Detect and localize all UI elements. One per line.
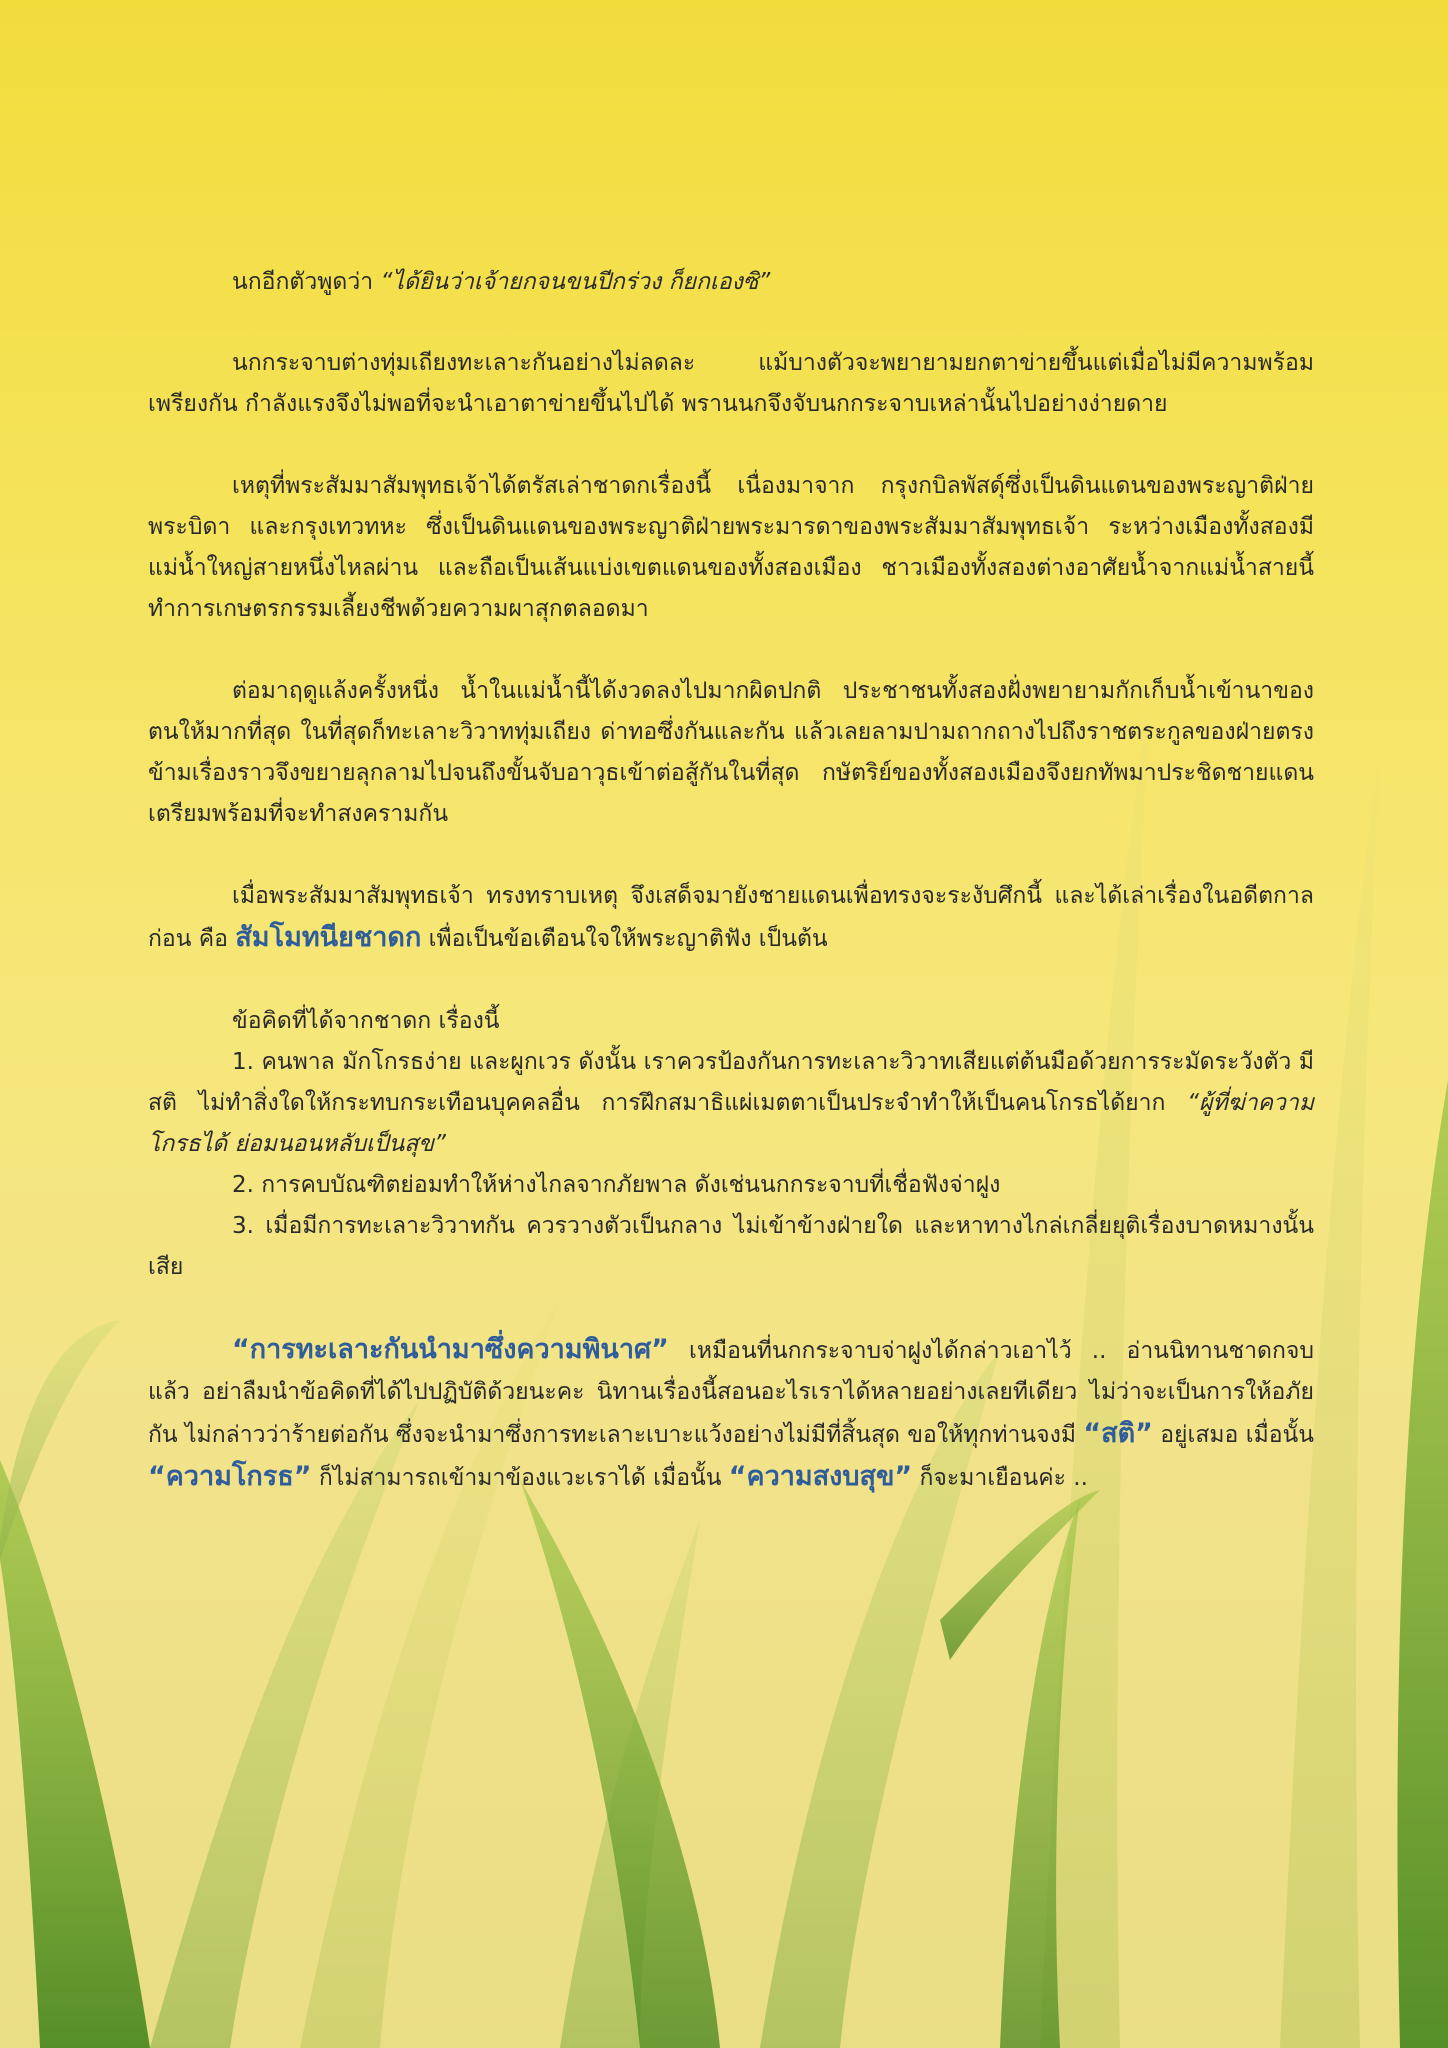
paragraph-bird-quote bbox=[148, 262, 1314, 303]
paragraph-drought: ต่อมาฤดูแล้งครั้งหนึ่ง น้ำในแม่น้ำนี้ได้งวดลงไปมากผิดปกติ ประชาชนทั้งสองฝั่งพยายามกักเก็บน้ำเข้านาของตนให้มากที่สุด ในที่สุดก็ทะเลาะวิวาททุ่มเถียง ด่าทอซึ่งกันและกัน แล้วเลยลามปามถากถางไปถึงราชตระกูลของฝ่ายตรงข้ามเรื่องราวจึงขยายลุกลามไปจนถึงขั้นจับอาวุธเข้าต่อสู้กันในที่สุด กษัตริย์ของทั้งสองเมืองจึงยกทัพมาประชิดชายแดน เตรียมพร้อมที่จะทำสงครามกัน bbox=[148, 678, 1314, 827]
closing-text-4: ก็จะมาเยือนค่ะ .. bbox=[912, 1465, 1088, 1491]
closing-text-3: ก็ไม่สามารถเข้ามาข้องแวะเราได้ เมื่อนั้น bbox=[311, 1465, 729, 1491]
paragraph-cause: เหตุที่พระสัมมาสัมพุทธเจ้าได้ตรัสเล่าชาดกเรื่องนี้ เนื่องมาจาก กรุงกบิลพัสดุ์ซึ่งเป็นดินแดนของพระญาติฝ่ายพระบิดา และกรุงเทวทหะ ซึ่งเป็นดินแดนของพระญาติฝ่ายพระมารดาของพระสัมมาสัมพุทธเจ้า ระหว่างเมืองทั้งสองมีแม่น้ำใหญ่สายหนึ่งไหลผ่าน และถือเป็นเส้นแบ่งเขตแดนของทั้งสองเมือง ชาวเมืองทั้งสองต่างอาศัยน้ำจากแม่น้ำสายนี้ ทำการเกษตรกรรมเลี้ยงชีพด้วยความผาสุกตลอดมา bbox=[148, 473, 1314, 622]
closing-paragraph bbox=[148, 1329, 1314, 1499]
closing-highlight-1: “การทะเลาะกันนำมาซึ่งความพินาศ” bbox=[232, 1334, 669, 1365]
lesson-1-text: 1. คนพาล มักโกรธง่าย และผูกเวร ดังนั้น เราควรป้องกันการทะเลาะวิวาทเสียแต่ต้นมือด้วยการระมัดระวังตัว มีสติ ไม่ทำสิ่งใดให้กระทบกระเทือนบุคคลอื่น การฝึกสมาธิแผ่เมตตาเป็นประจำทำให้เป็นคนโกรธได้ยาก bbox=[148, 1049, 1314, 1116]
lesson-item-3: 3. เมื่อมีการทะเลาะวิวาทกัน ควรวางตัวเป็นกลาง ไม่เข้าข้างฝ่ายใด และหาทางไกล่เกลี่ยยุติเรื่องบาดหมางนั้นเสีย bbox=[148, 1213, 1314, 1280]
paragraph-birds-quarrel: นกกระจาบต่างทุ่มเถียงทะเลาะกันอย่างไม่ลดละ แม้บางตัวจะพยายามยกตาข่ายขึ้นแต่เมื่อไม่มีความพร้อมเพรียงกัน กำลังแรงจึงไม่พอที่จะนำเอาตาข่ายขึ้นไปได้ พรานนกจึงจับนกกระจาบเหล่านั้นไปอย่างง่ายดาย bbox=[148, 350, 1314, 417]
lessons-heading: ข้อคิดที่ได้จากชาดก เรื่องนี้ bbox=[232, 1008, 500, 1034]
lesson-item-2: 2. การคบบัณฑิตย่อมทำให้ห่างไกลจากภัยพาล ดังเช่นนกกระจาบที่เชื่อฟังจ่าฝูง bbox=[232, 1172, 1001, 1198]
closing-highlight-anger: “ความโกรธ” bbox=[148, 1461, 312, 1492]
closing-text-2: อยู่เสมอ เมื่อนั้น bbox=[1152, 1422, 1314, 1448]
lesson-1-quote: “ผู้ที่ฆ่าความโกรธได้ ย่อมนอนหลับเป็นสุข” bbox=[148, 1090, 1314, 1157]
bird-quote: “ได้ยินว่าเจ้ายกจนขนปีกร่วง ก็ยกเองซิ” bbox=[380, 269, 771, 295]
jataka-title: สัมโมทนียชาดก bbox=[235, 922, 422, 953]
closing-highlight-sati: “สติ” bbox=[1083, 1418, 1153, 1449]
closing-text-1: เหมือนที่นกกระจาบจ่าฝูงได้กล่าวเอาไว้ .. อ่านนิทานชาดกจบแล้ว อย่าลืมนำข้อคิดที่ได้ไปปฏิบัติด้วยนะคะ นิทานเรื่องนี้สอนอะไรเราได้หลายอย่างเลยทีเดียว ไม่ว่าจะเป็นการให้อภัยกัน ไม่กล่าวว่าร้ายต่อกัน ซึ่งจะนำมาซึ่งการทะเลาะเบาะแว้งอย่างไม่มีที่สิ้นสุด ขอให้ทุกท่านจงมี bbox=[148, 1338, 1314, 1448]
bird-quote-lead: นกอีกตัวพูดว่า bbox=[232, 269, 381, 295]
lesson-item-1 bbox=[148, 1042, 1314, 1165]
story-page bbox=[148, 262, 1314, 1499]
buddha-text-a: เมื่อพระสัมมาสัมพุทธเจ้า ทรงทราบเหตุ จึงเสด็จมายังชายแดนเพื่อทรงจะระงับศึกนี้ และได้เล่าเรื่องในอดีตกาลก่อน คือ bbox=[148, 883, 1314, 952]
closing-highlight-peace: “ความสงบสุข” bbox=[728, 1461, 913, 1492]
buddha-text-b: เพื่อเป็นข้อเตือนใจให้พระญาติฟัง เป็นต้น bbox=[421, 926, 828, 952]
paragraph-buddha bbox=[148, 876, 1314, 960]
